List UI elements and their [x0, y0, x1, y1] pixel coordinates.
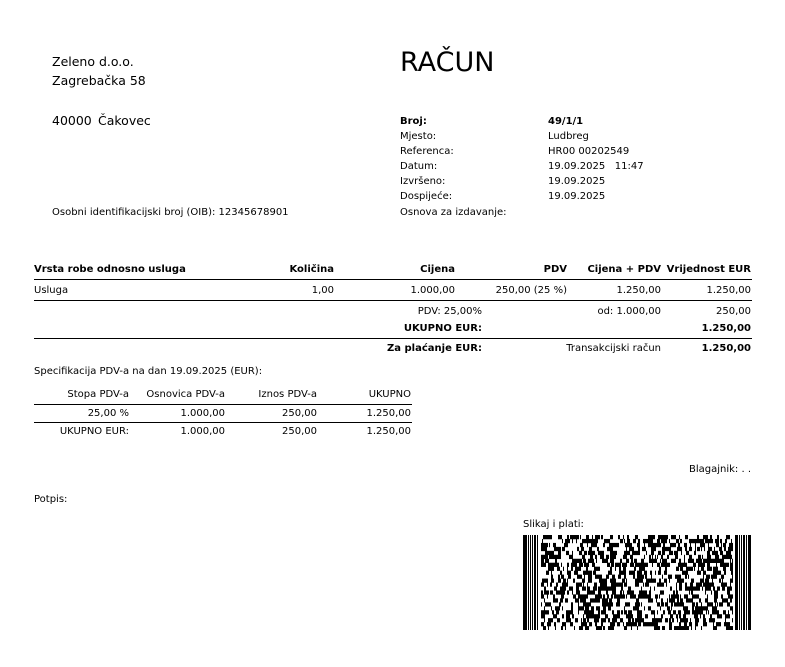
- vat-spec-cell: 250,00: [282, 408, 317, 419]
- vat-spec-header: UKUPNO: [368, 389, 411, 400]
- meta-row-date: [400, 161, 760, 176]
- vat-spec-cell: 1.000,00: [180, 426, 225, 437]
- meta-row-number: [400, 116, 760, 131]
- seller-postal-code: 40000: [52, 113, 92, 128]
- seller-oib: Osobni identifikacijski broj (OIB): 12345678901: [52, 207, 289, 218]
- pay-label: Za plaćanje EUR:: [387, 343, 482, 354]
- meta-label: Broj:: [400, 116, 427, 127]
- row-price: 1.000,00: [410, 285, 455, 296]
- document-title: RAČUN: [400, 47, 495, 78]
- meta-value: 19.09.2025: [548, 176, 606, 187]
- vat-spec-rule: [34, 422, 412, 423]
- col-header-price: Cijena: [420, 264, 455, 275]
- cashier: Blagajnik: . .: [688, 464, 751, 475]
- col-header-qty: Količina: [289, 264, 334, 275]
- meta-row-basis: [400, 207, 760, 222]
- meta-value: 19.09.2025: [548, 191, 606, 202]
- row-qty: 1,00: [311, 285, 334, 296]
- col-header-vat: PDV: [543, 264, 567, 275]
- vat-spec-header: Osnovica PDV-a: [146, 389, 225, 400]
- meta-label: Mjesto:: [400, 131, 437, 142]
- vat-spec-title: Specifikacija PDV-a na dan 19.09.2025 (EUR):: [34, 366, 263, 377]
- meta-label: Izvršeno:: [400, 176, 446, 187]
- vat-spec-header: Iznos PDV-a: [258, 389, 317, 400]
- col-header-price-vat: Cijena + PDV: [587, 264, 661, 275]
- vat-base: od: 1.000,00: [597, 306, 661, 317]
- seller-city: Čakovec: [98, 113, 151, 128]
- total-value: 1.250,00: [701, 323, 751, 334]
- row-value: 1.250,00: [706, 285, 751, 296]
- meta-label: Osnova za izdavanje:: [400, 207, 507, 218]
- pay-value: 1.250,00: [701, 343, 751, 354]
- scan-to-pay-label: Slikaj i plati:: [523, 519, 584, 530]
- vat-spec-cell: 1.250,00: [366, 408, 411, 419]
- meta-value: Ludbreg: [548, 131, 589, 142]
- vat-spec-cell: 250,00: [282, 426, 317, 437]
- col-header-value: Vrijednost EUR: [666, 264, 751, 275]
- total-label: UKUPNO EUR:: [403, 323, 482, 334]
- meta-row-reference: [400, 146, 760, 161]
- vat-spec-cell: UKUPNO EUR:: [59, 426, 129, 437]
- row-price-vat: 1.250,00: [616, 285, 661, 296]
- meta-value: 49/1/1: [548, 116, 584, 127]
- meta-row-due: [400, 191, 760, 206]
- col-header-name: Vrsta robe odnosno usluga: [34, 264, 186, 275]
- seller-street: Zagrebačka 58: [52, 73, 146, 88]
- meta-label: Datum:: [400, 161, 438, 172]
- vat-rate-label: PDV: 25,00%: [417, 306, 482, 317]
- vat-spec-cell: 1.250,00: [366, 426, 411, 437]
- vat-spec-cell: 25,00 %: [87, 408, 129, 419]
- row-name: Usluga: [34, 285, 69, 296]
- meta-value: 19.09.2025 11:47: [548, 161, 644, 172]
- vat-spec-rule: [34, 404, 412, 405]
- table-header-rule: [34, 279, 752, 280]
- totals-rule: [34, 338, 752, 339]
- row-vat: 250,00 (25 %): [495, 285, 567, 296]
- pay-note: Transakcijski račun: [566, 343, 661, 354]
- meta-value: HR00 00202549: [548, 146, 630, 157]
- table-body-rule: [34, 300, 752, 301]
- vat-amount: 250,00: [716, 306, 751, 317]
- vat-spec-header: Stopa PDV-a: [67, 389, 129, 400]
- seller-name: Zeleno d.o.o.: [52, 54, 134, 69]
- meta-label: Dospijeće:: [400, 191, 453, 202]
- payment-barcode-icon: [523, 535, 751, 630]
- meta-label: Referenca:: [400, 146, 454, 157]
- meta-row-place: [400, 131, 760, 146]
- meta-row-performed: [400, 176, 760, 191]
- signature-label: Potpis:: [34, 494, 68, 505]
- vat-spec-cell: 1.000,00: [180, 408, 225, 419]
